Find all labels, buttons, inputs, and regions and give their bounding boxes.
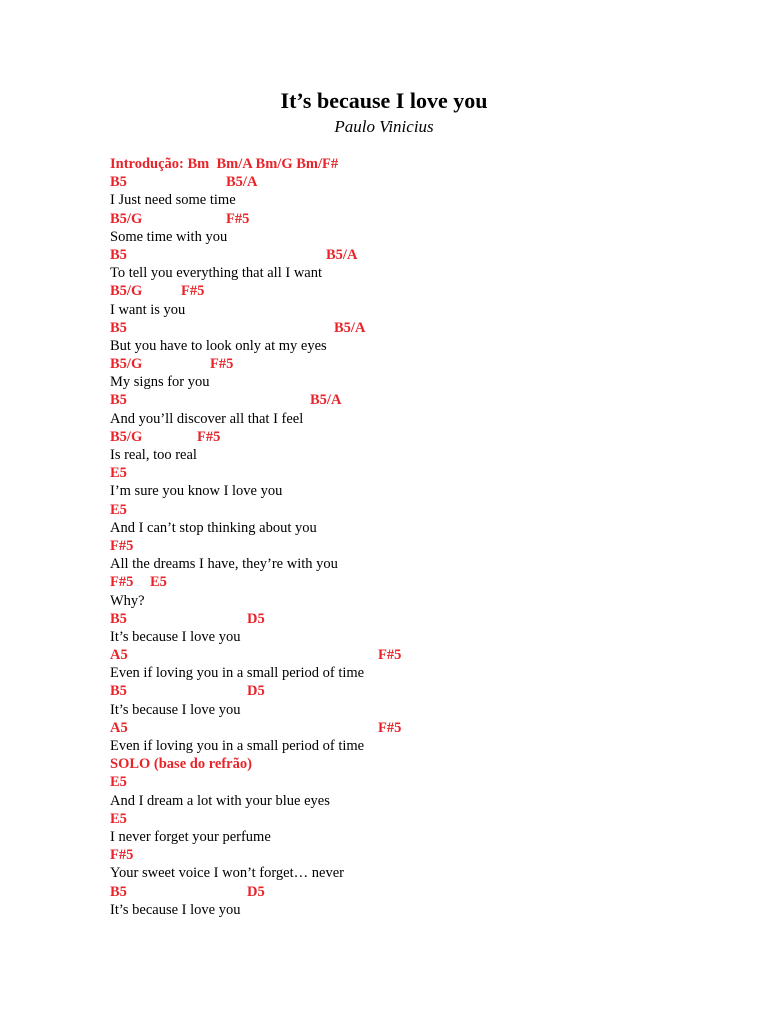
- chord-line: [110, 719, 730, 737]
- chord: F#5: [197, 428, 221, 445]
- chord: D5: [247, 883, 265, 900]
- chord-line: [110, 355, 730, 373]
- chord-line: [110, 173, 730, 191]
- chord: F#5: [226, 210, 250, 227]
- lyric-line: I never forget your perfume: [110, 828, 271, 845]
- lyric-line: It’s because I love you: [110, 628, 241, 645]
- chord: SOLO (base do refrão): [110, 756, 252, 773]
- chord-line: [110, 773, 730, 791]
- chord: F#5: [378, 647, 402, 664]
- chord-line: [110, 428, 730, 446]
- chord-line: [110, 573, 730, 591]
- chord: F#5: [210, 356, 234, 373]
- chord: B5/G: [110, 428, 143, 445]
- chord: E5: [110, 465, 127, 482]
- chord: B5/G: [110, 356, 143, 373]
- lyric-line: It’s because I love you: [110, 901, 241, 918]
- chord-line: [110, 155, 730, 173]
- chord-line: [110, 391, 730, 409]
- lyric-line: Why?: [110, 592, 145, 609]
- song-author: Paulo Vinicius: [334, 117, 434, 136]
- lyric-line: Even if loving you in a small period of time: [110, 738, 365, 754]
- chord-line: [110, 646, 730, 664]
- lyric-line: I Just need some time: [110, 192, 236, 209]
- lyric-line: And I can’t stop thinking about you: [110, 519, 317, 536]
- lyric-line: Some time with you: [110, 228, 228, 245]
- chord-line: [110, 282, 730, 300]
- chord: A5: [110, 647, 128, 664]
- chord: B5/G: [110, 210, 143, 227]
- chord: F#5: [181, 283, 205, 300]
- chord-line: [110, 464, 730, 482]
- lyrics-and-chords: [110, 155, 730, 919]
- chord: E5: [110, 501, 127, 518]
- chord-line: [110, 846, 730, 864]
- chord: B5: [110, 392, 127, 409]
- lyric-line: Is real, too real: [110, 447, 197, 463]
- chord: F#5: [110, 847, 134, 864]
- chord: E5: [150, 574, 167, 591]
- chord-line: [110, 210, 730, 228]
- chord-line: [110, 246, 730, 264]
- chord: F#5: [110, 574, 134, 591]
- lyric-line: My signs for you: [110, 374, 210, 391]
- chord: B5: [110, 319, 127, 336]
- chord: Introdução: Bm Bm/A Bm/G Bm/F#: [110, 156, 339, 172]
- lyric-line: All the dreams I have, they’re with you: [110, 556, 338, 573]
- chord-line: [110, 501, 730, 519]
- chord: B5: [110, 683, 127, 700]
- chord: B5/A: [334, 319, 366, 336]
- chord: E5: [110, 774, 127, 791]
- lyric-line: Even if loving you in a small period of time: [110, 665, 365, 682]
- chord: F#5: [110, 537, 134, 554]
- chord-line: [110, 319, 730, 337]
- chord: B5: [110, 174, 127, 191]
- chord: F#5: [378, 719, 402, 736]
- lyric-line: And I dream a lot with your blue eyes: [110, 792, 330, 809]
- song-title: It’s because I love you: [280, 88, 488, 113]
- lyric-line: Your sweet voice I won’t forget… never: [110, 865, 344, 882]
- chord: B5/A: [326, 246, 358, 263]
- chord: B5: [110, 883, 127, 900]
- chord: B5/G: [110, 283, 143, 300]
- lyric-line: I’m sure you know I love you: [110, 483, 283, 500]
- chord-line: [110, 537, 730, 555]
- chord: B5/A: [226, 174, 258, 191]
- chord: B5: [110, 610, 127, 627]
- chord: D5: [247, 610, 265, 627]
- lyric-line: But you have to look only at my eyes: [110, 337, 327, 354]
- chord: B5/A: [310, 392, 342, 409]
- chord-line: [110, 755, 730, 773]
- lyric-line: I want is you: [110, 301, 186, 318]
- lyric-line: To tell you everything that all I want: [110, 265, 322, 282]
- chord-line: [110, 883, 730, 901]
- chord: E5: [110, 810, 127, 827]
- chord-line: [110, 610, 730, 628]
- chord: D5: [247, 683, 265, 700]
- chord-line: [110, 682, 730, 700]
- chord: B5: [110, 246, 127, 263]
- chord: A5: [110, 719, 128, 736]
- chord-line: [110, 810, 730, 828]
- lyric-line: And you’ll discover all that I feel: [110, 410, 304, 427]
- lyric-line: It’s because I love you: [110, 701, 241, 718]
